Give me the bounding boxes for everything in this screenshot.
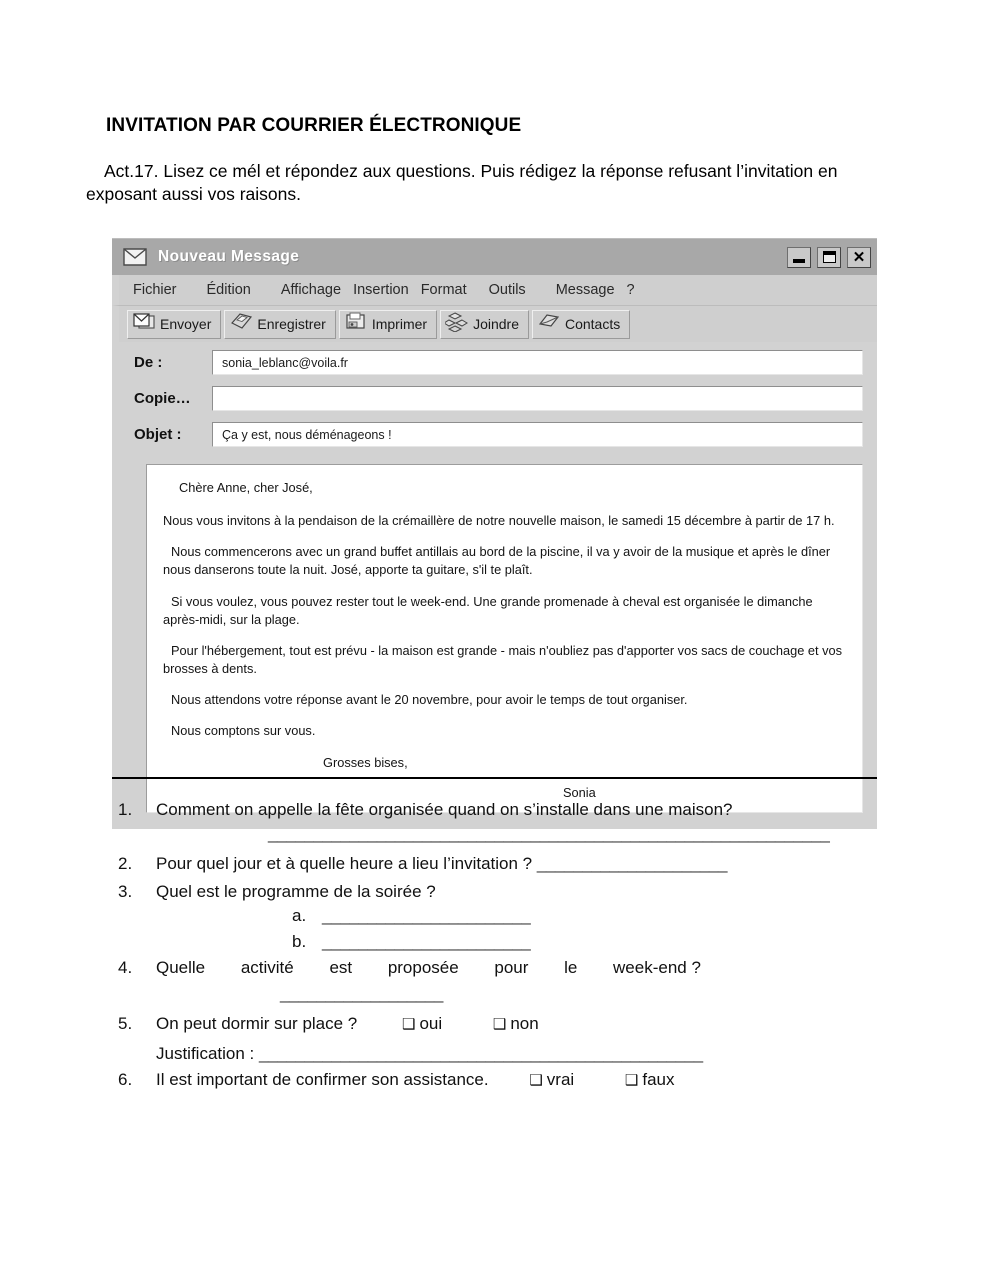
menu-item-format[interactable]: Format — [420, 282, 467, 298]
send-button-label: Envoyer — [160, 316, 212, 332]
send-button[interactable] — [127, 310, 221, 339]
body-paragraph: Nous comptons sur vous. — [171, 723, 316, 739]
contacts-button-label: Contacts — [564, 316, 621, 332]
save-button-label: Enregistrer — [257, 316, 326, 332]
question-5-option-yes-label: oui — [419, 1014, 443, 1033]
question-2-label: Pour quel jour et à quelle heure a lieu l’invitation ? — [156, 854, 533, 873]
menu-item-message[interactable]: Message — [555, 282, 615, 298]
checkbox-icon[interactable]: ❑ — [624, 1072, 639, 1089]
minimize-icon[interactable] — [787, 247, 811, 268]
field-row-cc — [134, 386, 863, 411]
from-input[interactable]: sonia_leblanc@voila.fr — [212, 350, 863, 375]
question-3-sub-b-letter: b. — [292, 932, 307, 951]
checkbox-icon[interactable]: ❑ — [529, 1072, 543, 1089]
attach-blocks-icon — [445, 311, 473, 337]
send-envelope-icon — [132, 311, 160, 337]
maximize-icon[interactable] — [817, 247, 841, 268]
question-4 — [112, 958, 912, 978]
question-6-number: 6. — [118, 1070, 133, 1089]
body-greeting: Chère Anne, cher José, — [179, 480, 313, 495]
question-4-word: Quelle — [156, 958, 206, 977]
questions-list — [112, 800, 912, 1094]
question-1 — [112, 800, 912, 820]
checkbox-icon[interactable]: ❑ — [402, 1016, 416, 1033]
question-3 — [112, 882, 912, 902]
page-title: INVITATION PAR COURRIER ÉLECTRONIQUE — [106, 115, 522, 136]
body-paragraph: Pour l'hébergement, tout est prévu - la maison est grande - mais n'oubliez pas d'apporter vos sacs de couchage et vos brosses à dents. — [163, 642, 843, 677]
question-4-answer-line[interactable]: __________________ — [280, 984, 443, 1003]
question-6-text — [156, 1070, 912, 1090]
floppy-disk-icon — [229, 311, 257, 337]
mail-header-fields — [112, 342, 877, 464]
justification-label: Justification : — [156, 1044, 255, 1063]
instructions-line-2: en exposant aussi vos raisons. — [86, 161, 838, 205]
menu-item-fichier[interactable]: Fichier — [133, 282, 177, 298]
toolbar — [112, 306, 877, 342]
checkbox-icon[interactable]: ❑ — [492, 1016, 507, 1033]
question-5-label: On peut dormir sur place ? — [156, 1014, 358, 1033]
question-3-sub-b — [112, 932, 912, 952]
question-6-option-true[interactable] — [529, 1070, 574, 1089]
close-icon[interactable]: ✕ — [847, 247, 871, 268]
question-5-number: 5. — [118, 1014, 133, 1033]
question-3-sub-b-line[interactable]: _______________________ — [322, 932, 531, 951]
question-6-option-true-label: vrai — [546, 1070, 575, 1089]
question-1-number: 1. — [118, 800, 133, 819]
body-paragraph: Nous attendons votre réponse avant le 20 novembre, pour avoir le temps de tout organiser. — [171, 692, 688, 708]
printer-icon — [344, 311, 372, 337]
body-closing: Grosses bises, — [323, 754, 408, 770]
print-button[interactable] — [339, 310, 437, 339]
question-2 — [112, 854, 912, 874]
window-title: Nouveau Message — [158, 248, 300, 265]
body-paragraph: Nous commencerons avec un grand buffet antillais au bord de la piscine, il va y avoir de la musique et après le dîner nous danserons toute la nuit. José, apporte ta guitare, s'il te plaît. — [163, 544, 831, 578]
cc-input[interactable] — [212, 386, 863, 411]
question-4-word: activité — [240, 958, 294, 977]
body-paragraph: Si vous voulez, vous pouvez rester tout le week-end. Une grande promenade à cheval est organisée le dimanche après-midi, sur la plage. — [163, 593, 813, 627]
question-3-sub-a — [112, 906, 912, 926]
subject-input[interactable]: Ça y est, nous déménageons ! — [212, 422, 863, 447]
menubar — [112, 275, 877, 306]
address-book-icon — [537, 311, 565, 337]
attach-button[interactable] — [440, 310, 529, 339]
field-row-subject — [134, 422, 863, 447]
question-2-text — [156, 854, 912, 874]
menu-item-affichage[interactable]: Affichage — [280, 282, 342, 298]
question-6-option-false-label: faux — [642, 1070, 675, 1089]
question-5-option-yes[interactable] — [402, 1014, 442, 1033]
menu-item-help[interactable]: ? — [626, 282, 635, 298]
question-3-sub-a-letter: a. — [292, 906, 307, 925]
menu-item-outils[interactable]: Outils — [488, 282, 526, 298]
justification-line[interactable]: _________________________________________________ — [259, 1044, 703, 1063]
horizontal-rule — [112, 777, 877, 779]
field-row-from — [134, 350, 863, 375]
question-5-option-no[interactable] — [493, 1014, 539, 1033]
instructions — [86, 160, 906, 206]
question-4-word: proposée — [387, 958, 459, 977]
save-button[interactable] — [224, 310, 335, 339]
question-5 — [112, 1014, 912, 1034]
subject-label: Objet : — [134, 426, 182, 443]
question-4-word: est — [329, 958, 353, 977]
question-2-number: 2. — [118, 854, 133, 873]
question-6 — [112, 1070, 912, 1090]
contacts-button[interactable] — [532, 310, 630, 339]
body-paragraph: Nous vous invitons à la pendaison de la crémaillère de notre nouvelle maison, le samedi 15 décembre à partir de 17 h. — [163, 513, 835, 529]
question-4-words — [156, 958, 701, 978]
question-6-option-false[interactable] — [625, 1070, 675, 1089]
attach-button-label: Joindre — [473, 316, 519, 332]
print-button-label: Imprimer — [371, 316, 428, 332]
cc-label: Copie… — [134, 390, 191, 407]
question-4-text — [156, 958, 912, 978]
question-6-label: Il est important de confirmer son assistance. — [156, 1070, 489, 1089]
mail-client-window — [112, 238, 877, 829]
question-5-text — [156, 1014, 912, 1034]
menu-item-edition[interactable]: Édition — [206, 282, 251, 298]
envelope-icon — [122, 246, 148, 268]
question-3-sub-a-line[interactable]: _______________________ — [322, 906, 531, 925]
question-4-word: pour — [494, 958, 529, 977]
question-2-answer-line[interactable]: _____________________ — [536, 854, 728, 873]
from-label: De : — [134, 354, 163, 371]
question-3-text: Quel est le programme de la soirée ? — [156, 882, 436, 901]
window-controls — [787, 247, 871, 268]
window-titlebar — [112, 239, 877, 275]
instructions-line-1: Act.17. Lisez ce mél et répondez aux questions. Puis rédigez la réponse refusant l’invitation — [104, 161, 814, 181]
mail-body-wrapper — [112, 464, 877, 829]
question-1-text: Comment on appelle la fête organisée quand on s’installe dans une maison? — [156, 800, 733, 819]
body-signature: Sonia — [563, 784, 596, 800]
question-4-number: 4. — [118, 958, 133, 977]
question-1-answer-line[interactable]: ______________________________________________________________ — [268, 824, 830, 843]
question-3-number: 3. — [118, 882, 133, 901]
question-5-justification — [112, 1044, 912, 1064]
question-4-word: week-end ? — [613, 958, 701, 977]
menu-item-insertion[interactable]: Insertion — [353, 282, 409, 298]
question-5-option-no-label: non — [510, 1014, 539, 1033]
mail-body-editor[interactable] — [146, 464, 863, 813]
question-4-word: le — [564, 958, 578, 977]
